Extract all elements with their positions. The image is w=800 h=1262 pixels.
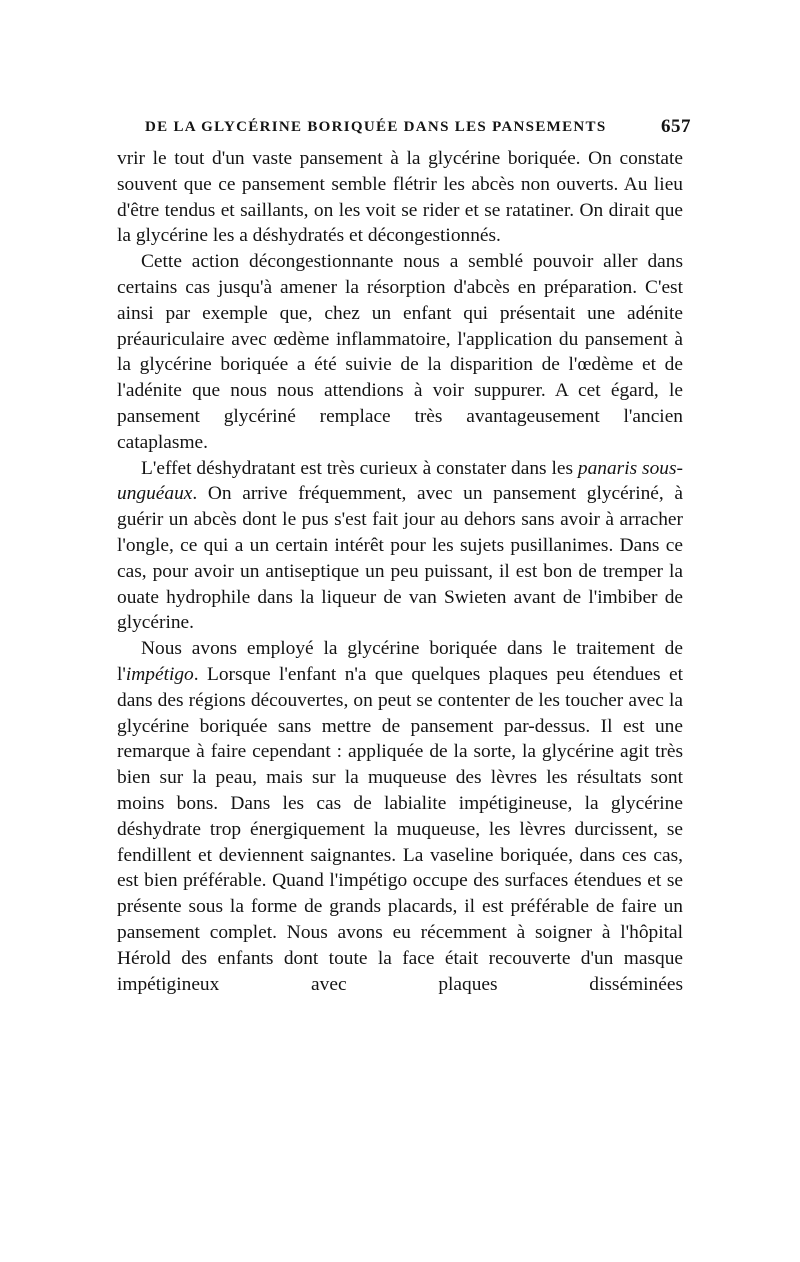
text-run: Cette action décongestionnante nous a semblé pouvoir aller dans certains cas jusqu'à amener la résorption d'abcès en préparation. C'est ainsi par exemple que, chez un enfant qui présentait une adénite préauriculaire avec œdème inflammatoire, l'application du pansement à la glycérine boriquée a été suivie de la disparition de l'œdème et de l'adénite que nous nous attendions à voir suppurer. A cet égard, le pansement glycériné remplace très avantageusement l'ancien cataplasme. bbox=[117, 251, 683, 453]
page-number: 657 bbox=[661, 116, 691, 137]
running-title: DE LA GLYCÉRINE BORIQUÉE DANS LES PANSEMENTS bbox=[145, 119, 607, 135]
paragraph-continuation bbox=[117, 146, 683, 249]
text-run: vrir le tout d'un vaste pansement à la glycérine boriquée. On constate souvent que ce pansement semble flétrir les abcès non ouverts. Au lieu d'être tendus et saillants, on les voit se rider et se ratatiner. On dirait que la glycérine les a déshydratés et décongestionnés. bbox=[117, 148, 683, 247]
paragraph-impetigo bbox=[117, 636, 683, 997]
italic-term-panaris: panaris sous-unguéaux bbox=[117, 457, 683, 505]
text-run: . Lorsque l'enfant n'a que quelques plaques peu étendues et dans des régions découvertes, on peut se contenter de les toucher avec la glycérine boriquée sans mettre de pansement par-dessus. Il est une remarque à faire cependant : appliquée de la sorte, la glycérine agit très bien sur la peau, mais sur la muqueuse des lèvres les résultats sont moins bons. Dans les cas de labialite impétigineuse, la glycérine déshydrate trop énergiquement la muqueuse, les lèvres durcissent, se fendillent et deviennent saignantes. La vaseline boriquée, dans ces cas, est bien préférable. Quand l'impétigo occupe des surfaces étendues et se présente sous la forme de grands placards, il est préférable de faire un pansement complet. Nous avons eu récemment à soigner à l'hôpital Hérold des enfants dont toute la face était recouverte d'un masque impétigineux avec plaques disséminées bbox=[117, 663, 683, 995]
book-page bbox=[117, 112, 691, 997]
page-header bbox=[117, 112, 691, 142]
body-text bbox=[117, 146, 683, 997]
paragraph-panaris bbox=[117, 456, 683, 637]
text-run: . On arrive fréquemment, avec un pansement glycériné, à guérir un abcès dont le pus s'est fait jour au dehors sans avoir à arracher l'ongle, ce qui a un certain intérêt pour les sujets pusillanimes. Dans ce cas, pour avoir un antiseptique un peu puissant, il est bon de tremper la ouate hydrophile dans la liqueur de van Swieten avant de l'imbiber de glycérine. bbox=[117, 483, 683, 634]
text-run: L'effet déshydratant est très curieux à constater dans les bbox=[141, 457, 578, 479]
paragraph-decongestion bbox=[117, 249, 683, 455]
text-run: Nous avons employé la glycérine boriquée dans le traitement de l' bbox=[117, 638, 683, 685]
italic-term-impetigo: impétigo bbox=[125, 663, 194, 685]
